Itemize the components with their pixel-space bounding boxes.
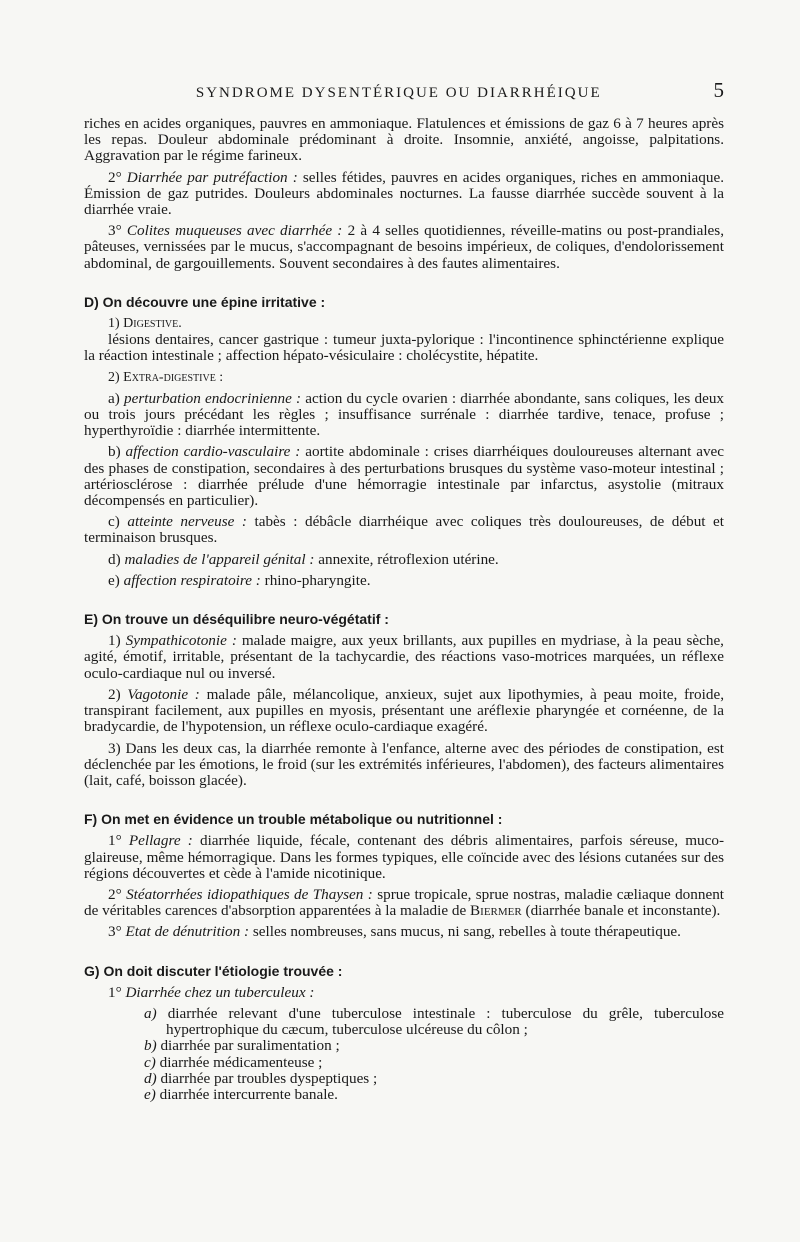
list-item: d) diarrhée par troubles dyspeptiques ; xyxy=(144,1069,378,1087)
list-item: a) perturbation endocrinienne : action du cycle ovarien : diarrhée abondante, sans coliques, les deux ou trois jours précédant les règles ; insuffisance surrénale : diarrhée tardive, tenace, profuse ; hyperthyroïdie : diarrhée intermittente. xyxy=(84,389,725,440)
subsection-heading: 1) Digestive. xyxy=(108,316,182,332)
list-item: e) affection respiratoire : rhino-pharyngite. xyxy=(108,571,371,589)
paragraph: riches en acides organiques, pauvres en ammoniaque. Flatulences et émissions de gaz 6 à 7 heures après les repas. Douleur abdominale prédominant à droite. Insomnie, anxiété, angoisse, palpitations. Aggravation par le régime farineux. xyxy=(84,115,724,165)
paragraph: 2° Diarrhée par putréfaction : selles fétides, pauvres en acides organiques, riches en ammoniaque. Émission de gaz putrides. Douleurs abdominales nocturnes. La fausse diarrhée succède souvent à la diarrhée vraie. xyxy=(84,168,724,219)
list-item: b) diarrhée par suralimentation ; xyxy=(144,1037,340,1055)
section-heading-e: E) On trouve un déséquilibre neuro-végétatif : xyxy=(84,611,389,628)
section-heading-d: D) On découvre une épine irritative : xyxy=(84,293,326,310)
running-title: SYNDROME DYSENTÉRIQUE OU DIARRHÉIQUE xyxy=(195,85,602,101)
page-body xyxy=(84,116,724,1103)
paragraph: 3° Etat de dénutrition : selles nombreuses, sans mucus, ni sang, rebelles à toute thérapeutique. xyxy=(108,923,681,941)
section-heading-f: F) On met en évidence un trouble métabolique ou nutritionnel : xyxy=(84,811,503,828)
list-item: e) diarrhée intercurrente banale. xyxy=(144,1085,338,1103)
paragraph: 2) Vagotonie : malade pâle, mélancolique, anxieux, sujet aux lipothymies, à peau moite, froide, transpirant facilement, aux pupilles en myosis, présentant une aréflexie pharyngée et cornéenne, de la bradycardie, de l'hypotension, un réflexe oculo-cardiaque exagéré. xyxy=(84,685,725,736)
page-number: 5 xyxy=(713,78,724,102)
paragraph: 1) Sympathicotonie : malade maigre, aux yeux brillants, aux pupilles en mydriase, à la peau sèche, agité, émotif, irritable, présentant de la tachycardie, des réactions vaso-motrices marquées, un réflexe oculo-cardiaque nul ou inversé. xyxy=(84,632,724,682)
subsection-heading: 2) Extra-digestive : xyxy=(108,369,224,385)
page-header xyxy=(84,78,724,103)
list-item: c) atteinte nerveuse : tabès : débâcle diarrhéique avec coliques très douloureuses, de début et terminaison brusques. xyxy=(84,513,725,547)
paragraph: lésions dentaires, cancer gastrique : tumeur juxta-pylorique : l'incontinence sphinctérienne explique la réaction intestinale ; affection hépato-vésiculaire : cholécystite, hépatite. xyxy=(84,331,724,365)
paragraph: 1° Pellagre : diarrhée liquide, fécale, contenant des débris alimentaires, parfois séreuse, muco-glaireuse, même hémorragique. Dans les formes typiques, elle coïncide avec des lésions cutanées sur des régions découvertes et cède à l'amide nicotinique. xyxy=(84,832,725,882)
list-item: d) maladies de l'appareil génital : annexite, rétroflexion utérine. xyxy=(108,550,499,568)
paragraph: 1° Diarrhée chez un tuberculeux : xyxy=(108,983,315,1001)
list-item: a) diarrhée relevant d'une tuberculose intestinale : tuberculose du grêle, tuberculose hypertrophique du cæcum, tuberculose ulcéreuse du côlon ; xyxy=(144,1004,724,1039)
paragraph: 2° Stéatorrhées idiopathiques de Thaysen : sprue tropicale, sprue nostras, maladie cæliaque donnent de véritables carences d'absorption apparentées à la maladie de Biermer (diarrhée banale et inconstante). xyxy=(84,885,725,920)
section-heading-g: G) On doit discuter l'étiologie trouvée : xyxy=(84,962,343,979)
paragraph: 3) Dans les deux cas, la diarrhée remonte à l'enfance, alterne avec des périodes de constipation, est déclenchée par les émotions, le froid (sur les extrémités inférieures, l'abdomen), des facteurs alimentaires (lait, café, boisson glacée). xyxy=(84,739,724,789)
list-item: c) diarrhée médicamenteuse ; xyxy=(144,1053,323,1071)
paragraph: 3° Colites muqueuses avec diarrhée : 2 à 4 selles quotidiennes, réveille-matins ou post-prandiales, pâteuses, vernissées par le mucus, s'accompagnant de besoins impérieux, de coliques, d'endolorissement abdominal, de gargouillements. Souvent secondaires à des fautes alimentaires. xyxy=(84,222,724,272)
list-item: b) affection cardio-vasculaire : aortite abdominale : crises diarrhéiques douloureuses alternant avec des phases de constipation, secondaires à des perturbations brusques du système vaso-moteur intestinal ; artériosclérose : diarrhée prélude d'une hémorragie intestinale par infarctus, asystolie (mitraux décompensés en particulier). xyxy=(84,443,725,510)
